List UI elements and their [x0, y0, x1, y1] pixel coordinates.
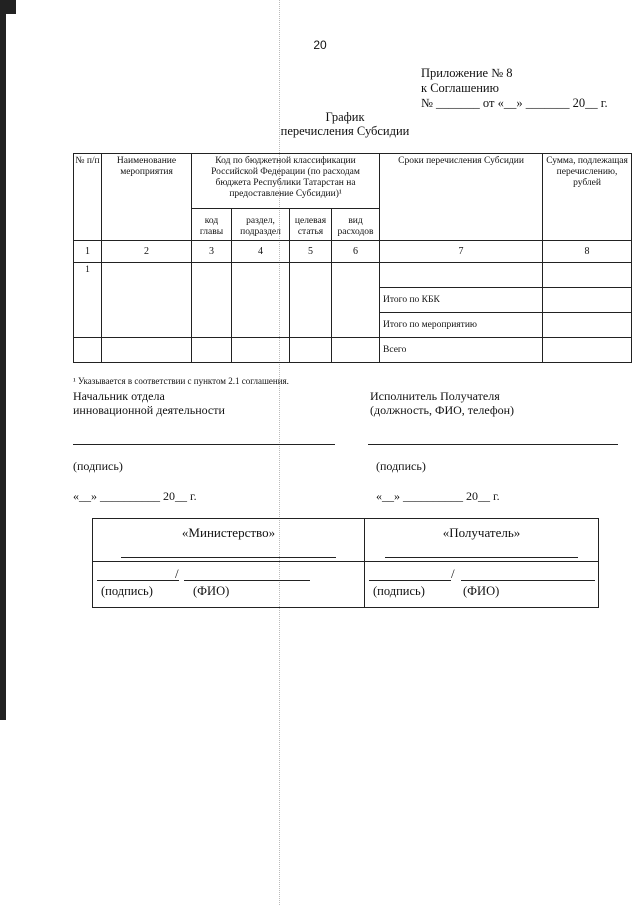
title-line-1: График [325, 110, 365, 124]
schedule-table [73, 153, 632, 363]
header-terms: Сроки перечисления Субсидии [380, 154, 543, 241]
column-number: 5 [290, 241, 332, 263]
column-number: 4 [232, 241, 290, 263]
table-row [74, 263, 632, 288]
header-event-name: Наименование мероприятия [102, 154, 192, 241]
header-section: раздел, подраздел [232, 209, 290, 241]
total-event-sum[interactable] [543, 313, 632, 338]
recipient-fio-line[interactable] [461, 580, 595, 581]
total-kbk-label: Итого по КБК [380, 288, 543, 313]
column-number: 7 [380, 241, 543, 263]
column-number-row [74, 241, 632, 263]
article-cell[interactable] [290, 263, 332, 338]
empty-cell [232, 338, 290, 363]
column-number: 3 [192, 241, 232, 263]
sign-label-left: (подпись) [73, 459, 123, 473]
section-cell[interactable] [232, 263, 290, 338]
empty-cell [192, 338, 232, 363]
ministry-fio-label: (ФИО) [193, 584, 230, 598]
document-title [230, 110, 460, 138]
row-number: 1 [74, 263, 102, 338]
title-line-2: перечисления Субсидии [280, 124, 410, 138]
date-right: «__» __________ 20__ г. [376, 489, 500, 503]
recipient-sign-line[interactable] [369, 580, 451, 581]
header-expense-type: вид расходов [332, 209, 380, 241]
ministry-name-line[interactable] [121, 557, 336, 558]
header-article: целевая статья [290, 209, 332, 241]
sign-label-right: (подпись) [376, 459, 426, 473]
signatory-left [73, 389, 225, 417]
header-num: № п/п [74, 154, 102, 241]
empty-cell [290, 338, 332, 363]
column-number: 8 [543, 241, 632, 263]
footnote: ¹ Указывается в соответствии с пунктом 2.1 соглашения. [73, 376, 289, 386]
empty-cell [332, 338, 380, 363]
ministry-signature-cell [93, 562, 365, 608]
table-row [74, 338, 632, 363]
page-number: 20 [313, 38, 327, 52]
column-number: 2 [102, 241, 192, 263]
column-number: 6 [332, 241, 380, 263]
scan-edge-corner [0, 0, 16, 14]
appendix-header [421, 66, 608, 111]
recipient-cell [365, 519, 599, 562]
header-chapter-code: код главы [192, 209, 232, 241]
header-budget-code: Код по бюджетной классификации Российской Федерации (по расходам бюджета Республики Татарстан на предоставление Субсидии)¹ [192, 154, 380, 209]
recipient-fio-label: (ФИО) [463, 584, 500, 598]
ministry-cell [93, 519, 365, 562]
expense-type-cell[interactable] [332, 263, 380, 338]
header-sum: Сумма, подлежащая перечислению, рублей [543, 154, 632, 241]
signatory-left-department: инновационной деятельности [73, 403, 225, 417]
signatory-right-details: (должность, ФИО, телефон) [370, 403, 515, 417]
total-all-sum[interactable] [543, 338, 632, 363]
recipient-signature-cell [365, 562, 599, 608]
signature-line-left[interactable] [73, 444, 335, 445]
recipient-name: «Получатель» [442, 525, 521, 540]
column-number: 1 [74, 241, 102, 263]
empty-cell [74, 338, 102, 363]
appendix-number-date: № _______ от «__» _______ 20__ г. [421, 96, 608, 110]
recipient-slash: / [451, 566, 455, 581]
signatory-left-position: Начальник отдела [73, 389, 165, 403]
ministry-fio-line[interactable] [184, 580, 310, 581]
ministry-sign-line[interactable] [97, 580, 179, 581]
ministry-sign-label: (подпись) [101, 584, 153, 598]
recipient-name-line[interactable] [385, 557, 578, 558]
total-kbk-sum[interactable] [543, 288, 632, 313]
empty-cell [102, 338, 192, 363]
ministry-name: «Министерство» [181, 525, 276, 540]
parties-table [92, 518, 599, 608]
appendix-agreement: к Соглашению [421, 81, 499, 95]
appendix-title: Приложение № 8 [421, 66, 513, 80]
chapter-code-cell[interactable] [192, 263, 232, 338]
ministry-slash: / [175, 566, 179, 581]
scan-edge [0, 0, 6, 720]
recipient-sign-label: (подпись) [373, 584, 425, 598]
signatory-right [370, 389, 514, 417]
event-name-cell[interactable] [102, 263, 192, 338]
total-event-label: Итого по мероприятию [380, 313, 543, 338]
sum-cell[interactable] [543, 263, 632, 288]
signature-line-right[interactable] [368, 444, 618, 445]
signatory-right-position: Исполнитель Получателя [370, 389, 500, 403]
term-cell[interactable] [380, 263, 543, 288]
date-left: «__» __________ 20__ г. [73, 489, 197, 503]
total-all-label: Всего [380, 338, 543, 363]
